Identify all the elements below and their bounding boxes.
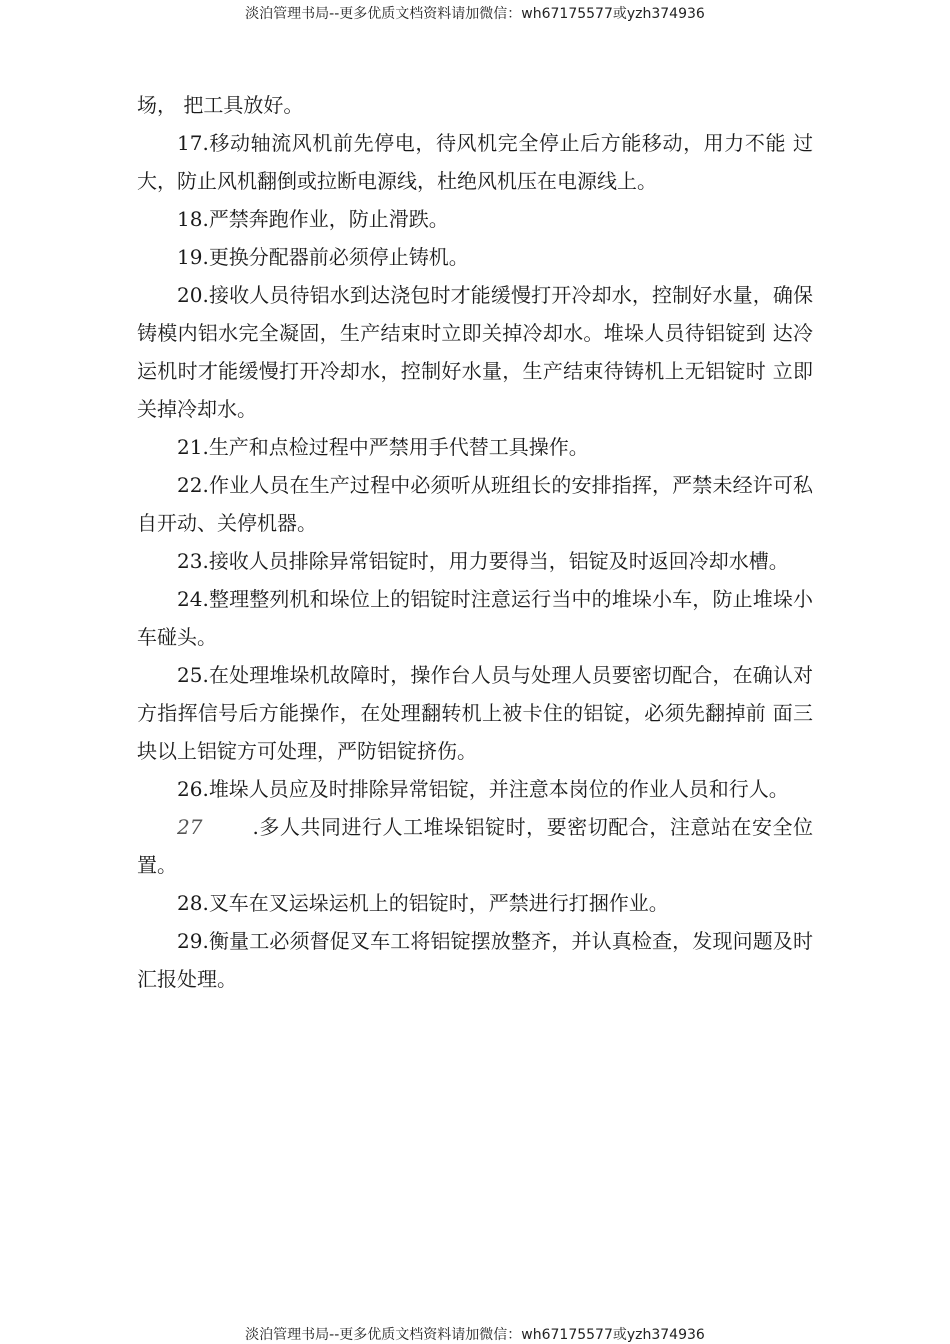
item-text: 严禁奔跑作业，防止滑跌。 xyxy=(208,207,449,231)
item-number: 23. xyxy=(177,549,209,573)
item-text: .多人共同进行人工堆垛铝锭时，要密切配合，注意站在安全位置。 xyxy=(137,815,813,877)
list-item xyxy=(137,276,813,428)
item-number: 25. xyxy=(177,663,209,687)
item-number: 27 xyxy=(177,815,203,839)
item-text: 衡量工必须督促叉车工将铝锭摆放整齐，并认真检查，发现问题及时汇报处理。 xyxy=(137,929,813,991)
list-item xyxy=(137,808,813,884)
item-text: 叉车在叉运垛运机上的铝锭时，严禁进行打捆作业。 xyxy=(208,891,669,915)
item-number: 21. xyxy=(177,435,209,459)
list-item xyxy=(137,542,813,580)
item-text: 在处理堆垛机故障时，操作台人员与处理人员要密切配合，在确认对方指挥信号后方能操作，在处理翻转机上被卡住的铝锭，必须先翻掉前 面三块以上铝锭方可处理，严防铝锭挤伤。 xyxy=(137,663,813,763)
list-item xyxy=(137,428,813,466)
item-number: 18. xyxy=(177,207,209,231)
list-item xyxy=(137,922,813,998)
item-number: 19. xyxy=(177,245,209,269)
list-item xyxy=(137,124,813,200)
item-text: 移动轴流风机前先停电，待风机完全停止后方能移动，用力不能 过大，防止风机翻倒或拉断电源线，杜绝风机压在电源线上。 xyxy=(137,131,813,193)
list-item xyxy=(137,200,813,238)
item-text: 生产和点检过程中严禁用手代替工具操作。 xyxy=(208,435,589,459)
list-item xyxy=(137,580,813,656)
item-text: 整理整列机和垛位上的铝锭时注意运行当中的堆垛小车，防止堆垛小车碰头。 xyxy=(137,587,813,649)
item-number: 24. xyxy=(177,587,209,611)
page-footer: 淡泊管理书局--更多优质文档资料请加微信：wh67175577或yzh374936 xyxy=(245,1327,705,1343)
list-item xyxy=(137,884,813,922)
item-text: 接收人员待铝水到达浇包时才能缓慢打开冷却水，控制好水量，确保铸模内铝水完全凝固，生产结束时立即关掉冷却水。堆垛人员待铝锭到 达冷运机时才能缓慢打开冷却水，控制好水量，生产结束待铸机上无铝锭时 立即关掉冷却水。 xyxy=(137,283,813,421)
item-text: 作业人员在生产过程中必须听从班组长的安排指挥，严禁未经许可私自开动、关停机器。 xyxy=(137,473,813,535)
item-number: 28. xyxy=(177,891,209,915)
item-number: 26. xyxy=(177,777,209,801)
list-item xyxy=(137,770,813,808)
item-number: 22. xyxy=(177,473,209,497)
item-text: 堆垛人员应及时排除异常铝锭，并注意本岗位的作业人员和行人。 xyxy=(208,777,789,801)
item-text: 更换分配器前必须停止铸机。 xyxy=(208,245,469,269)
item-number: 29. xyxy=(177,929,209,953)
page-header: 淡泊管理书局--更多优质文档资料请加微信：wh67175577或yzh374936 xyxy=(245,6,705,22)
continuation-paragraph: 场， 把工具放好。 xyxy=(137,93,304,117)
document-body xyxy=(137,86,813,998)
list-item xyxy=(137,466,813,542)
list-item xyxy=(137,238,813,276)
list-item xyxy=(137,656,813,770)
item-text: 接收人员排除异常铝锭时，用力要得当，铝锭及时返回冷却水槽。 xyxy=(208,549,789,573)
item-number: 17. xyxy=(177,131,209,155)
item-number: 20. xyxy=(177,283,209,307)
